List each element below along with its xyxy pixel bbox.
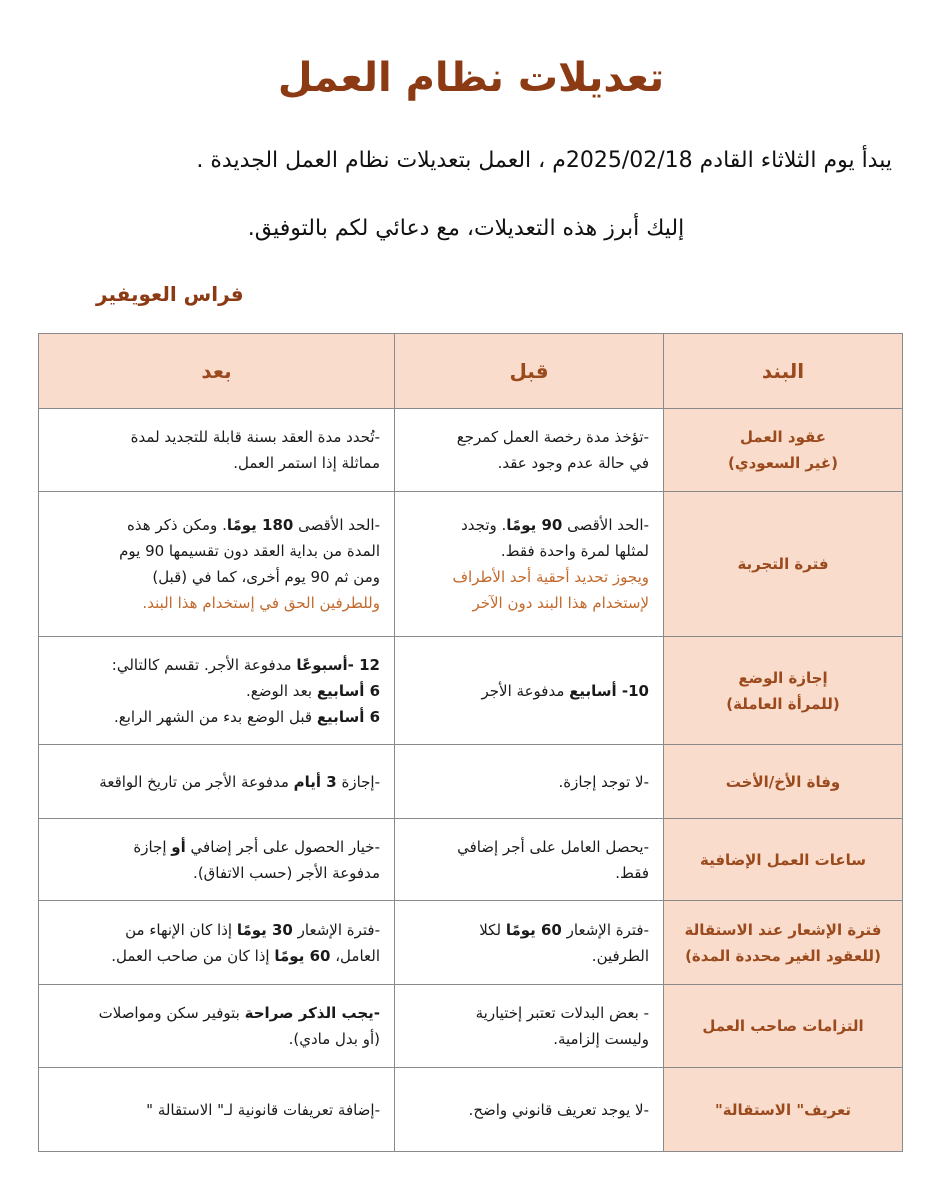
after-line xyxy=(53,769,380,795)
text-segment: لكلا xyxy=(479,920,506,939)
before-line xyxy=(409,860,649,886)
row-item-cell xyxy=(664,409,903,492)
text-segment: المدة من بداية العقد دون تقسيمها 90 يوم xyxy=(119,542,380,560)
item-label-line: تعريف" الاستقالة" xyxy=(714,1100,852,1119)
header-before: قبل xyxy=(395,334,664,409)
table-row xyxy=(39,745,903,819)
after-line xyxy=(53,943,380,969)
row-item-cell xyxy=(664,1068,903,1152)
text-segment: مدفوعة الأجر xyxy=(481,681,570,700)
after-line xyxy=(53,652,380,678)
text-segment: . ومكن ذكر هذه xyxy=(127,516,227,534)
row-item-cell xyxy=(664,819,903,901)
text-segment: -لا يوجد تعريف قانوني واضح. xyxy=(468,1100,649,1119)
author-name xyxy=(96,280,496,308)
text-segment: -يحصل العامل على أجر إضافي xyxy=(457,837,649,856)
text-segment: بتوفير سكن ومواصلات xyxy=(98,1004,245,1022)
text-segment: مماثلة إذا استمر العمل. xyxy=(233,454,380,472)
text-segment: -إضافة تعريفات قانونية لـ" الاستقالة " xyxy=(146,1100,380,1119)
text-segment: قبل الوضع بدء من الشهر الرابع. xyxy=(113,707,317,726)
text-segment: -إجازة xyxy=(336,772,380,791)
text-segment: الطرفين. xyxy=(591,946,649,965)
after-line xyxy=(53,678,380,704)
text-segment: وليست إلزامية. xyxy=(553,1030,649,1048)
before-line xyxy=(409,564,649,590)
text-segment: (أو بدل مادي). xyxy=(288,1030,380,1048)
text-segment: وللطرفين الحق في إستخدام هذا البند. xyxy=(142,594,380,612)
before-line xyxy=(409,1000,649,1026)
row-after-cell xyxy=(39,637,395,745)
table-row xyxy=(39,985,903,1068)
before-line xyxy=(409,917,649,943)
row-item-cell xyxy=(664,985,903,1068)
row-after-cell xyxy=(39,745,395,819)
text-segment: -فترة الإشعار xyxy=(561,920,649,939)
table-header-row xyxy=(39,334,903,409)
row-before-cell xyxy=(395,637,664,745)
intro-line-2: إليك أبرز هذه التعديلات، مع دعائي لكم بالتوفيق. xyxy=(247,216,685,241)
item-label-line: فترة الإشعار عند الاستقالة xyxy=(684,920,882,939)
row-after-cell xyxy=(39,409,395,492)
text-segment: في حالة عدم وجود عقد. xyxy=(497,454,649,472)
row-before-cell xyxy=(395,492,664,637)
text-segment: -الحد الأقصى xyxy=(562,516,649,534)
row-after-cell xyxy=(39,901,395,985)
after-line xyxy=(53,1000,380,1026)
row-item-cell xyxy=(664,492,903,637)
changes-table xyxy=(38,333,903,1152)
item-label-line: التزامات صاحب العمل xyxy=(702,1017,864,1035)
text-segment: - بعض البدلات تعتبر إختيارية xyxy=(475,1004,649,1022)
row-item-cell xyxy=(664,637,903,745)
after-line xyxy=(53,590,380,616)
text-segment: -الحد الأقصى xyxy=(293,516,380,534)
text-segment: 6 أسابيع xyxy=(316,707,380,726)
before-line xyxy=(409,834,649,860)
after-line xyxy=(53,704,380,730)
row-after-cell xyxy=(39,985,395,1068)
text-segment: -تُحدد مدة العقد بسنة قابلة للتجديد لمدة xyxy=(130,428,380,446)
before-line xyxy=(409,512,649,538)
after-line xyxy=(53,564,380,590)
author-name-text: فراس العويفير xyxy=(96,282,244,306)
text-segment: أو xyxy=(171,837,186,856)
table-row xyxy=(39,819,903,901)
before-line xyxy=(409,450,649,476)
after-line xyxy=(53,424,380,450)
after-line xyxy=(53,917,380,943)
row-before-cell xyxy=(395,409,664,492)
header-after: بعد xyxy=(39,334,395,409)
text-segment: فقط. xyxy=(615,863,649,882)
table-row xyxy=(39,492,903,637)
before-line xyxy=(409,769,649,795)
before-line xyxy=(409,1097,649,1123)
before-line xyxy=(409,538,649,564)
table-row xyxy=(39,409,903,492)
text-segment: 3 أيام xyxy=(293,772,337,791)
row-after-cell xyxy=(39,1068,395,1152)
text-segment: -فترة الإشعار xyxy=(292,920,380,939)
intro-line-1: يبدأ يوم الثلاثاء القادم 2025/02/18م ، العمل بتعديلات نظام العمل الجديدة . xyxy=(196,148,892,173)
item-label-line: عقود العمل xyxy=(739,428,827,446)
text-segment: إذا كان من صاحب العمل. xyxy=(111,946,275,965)
text-segment: مدفوعة الأجر (حسب الاتفاق). xyxy=(193,863,380,882)
row-item-cell xyxy=(664,745,903,819)
text-segment: . وتجدد xyxy=(461,516,507,534)
after-line xyxy=(53,1026,380,1052)
item-label-line: إجازة الوضع xyxy=(738,668,828,687)
page-title: تعديلات نظام العمل xyxy=(277,55,665,101)
text-segment: بعد الوضع. xyxy=(246,681,317,700)
table-row xyxy=(39,901,903,985)
item-label-line: (للعقود الغير محددة المدة) xyxy=(685,946,881,965)
text-segment: ومن ثم 90 يوم أخرى، كما في (قبل) xyxy=(152,568,380,586)
text-segment: 60 يومًا xyxy=(274,946,331,965)
row-after-cell xyxy=(39,492,395,637)
text-segment: 6 أسابيع xyxy=(316,681,380,700)
text-segment: إجازة xyxy=(133,837,172,856)
table-body xyxy=(39,409,903,1152)
before-line xyxy=(409,678,649,704)
text-segment: 60 يومًا xyxy=(505,920,562,939)
after-line xyxy=(53,450,380,476)
item-label-line: وفاة الأخ/الأخت xyxy=(725,772,841,791)
row-before-cell xyxy=(395,819,664,901)
text-segment: مدفوعة الأجر. تقسم كالتالي: xyxy=(111,655,297,674)
after-line xyxy=(53,860,380,886)
text-segment: إذا كان الإنهاء من xyxy=(125,920,237,939)
row-item-cell xyxy=(664,901,903,985)
before-line xyxy=(409,424,649,450)
text-segment: ويجوز تحديد أحقية أحد الأطراف xyxy=(452,568,649,586)
row-before-cell xyxy=(395,901,664,985)
after-line xyxy=(53,538,380,564)
item-label-line: (غير السعودي) xyxy=(728,454,838,472)
after-line xyxy=(53,1097,380,1123)
item-label-line: ساعات العمل الإضافية xyxy=(700,850,866,869)
after-line xyxy=(53,512,380,538)
text-segment: 180 يومًا xyxy=(226,516,294,534)
row-before-cell xyxy=(395,745,664,819)
before-line xyxy=(409,943,649,969)
item-label-line: (للمرأة العاملة) xyxy=(726,694,840,713)
text-segment: -خيار الحصول على أجر إضافي xyxy=(185,837,380,856)
row-before-cell xyxy=(395,1068,664,1152)
text-segment: العامل، xyxy=(330,946,380,965)
header-item: البند xyxy=(664,334,903,409)
text-segment: -تؤخذ مدة رخصة العمل كمرجع xyxy=(456,428,649,446)
before-line xyxy=(409,1026,649,1052)
text-segment: -يجب الذكر صراحة xyxy=(244,1004,380,1022)
row-before-cell xyxy=(395,985,664,1068)
table-row xyxy=(39,1068,903,1152)
item-label-line: فترة التجربة xyxy=(737,555,829,573)
before-line xyxy=(409,590,649,616)
row-after-cell xyxy=(39,819,395,901)
text-segment: لمثلها لمرة واحدة فقط. xyxy=(500,542,649,560)
after-line xyxy=(53,834,380,860)
text-segment: 30 يومًا xyxy=(236,920,293,939)
text-segment: -لا توجد إجازة. xyxy=(558,772,649,791)
text-segment: 10- أسابيع xyxy=(569,681,649,700)
text-segment: لإستخدام هذا البند دون الآخر xyxy=(472,594,649,612)
text-segment: مدفوعة الأجر من تاريخ الواقعة xyxy=(99,772,294,791)
text-segment: 90 يومًا xyxy=(506,516,563,534)
text-segment: 12 -أسبوعًا xyxy=(296,655,380,674)
table-row xyxy=(39,637,903,745)
